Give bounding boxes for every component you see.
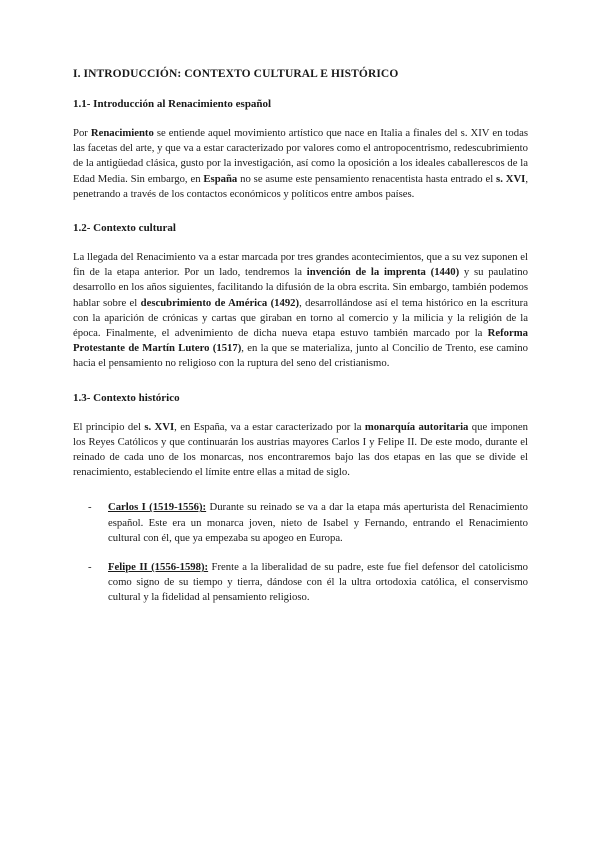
list-item-carlos-i	[73, 500, 528, 546]
text-run: Por	[73, 127, 91, 139]
monarch-term: Felipe II (1556-1598):	[108, 561, 209, 574]
bold-term: s. XVI	[496, 172, 526, 185]
paragraph-renacimiento-intro	[73, 126, 528, 202]
text-run: La llegada del Renacimiento va a estar marcada por tres grandes acontecimientos, que a su vez suponen el fin de la etapa anterior. Por un lado, tendremos la	[73, 251, 528, 279]
dash-bullet: -	[88, 561, 92, 574]
text-run: , en la que se materializa, junto al Concilio de Trento, ese camino hacia el pensamiento no religioso con la ruptura del seno del cristianismo.	[73, 342, 528, 370]
monarch-description: Frente a la liberalidad de su padre, este fue fiel defensor del catolicismo como signo de su tiempo y tierra, dándose con él la ultra ortodoxia católica, el conservismo cultural y la fidelidad al pensamiento religioso.	[108, 561, 529, 604]
monarch-description: Durante su reinado se va a dar la etapa más aperturista del Renacimiento español. Este era un monarca joven, nieto de Isabel y Fernando, entrando el Renacimiento cultural con él, que ya empezaba su apogeo en Europa.	[108, 501, 528, 544]
section-heading-1-2: 1.2- Contexto cultural	[73, 222, 176, 235]
paragraph-contexto-historico	[73, 420, 528, 481]
text-run: , penetrando a través de los contactos económicos y políticos entre ambos países.	[73, 172, 528, 200]
text-run: y su paulatino desarrollo en los años siguientes, facilitando la difusión de la obra escrita. Sin embargo, también podemos hablar sobre el	[73, 266, 528, 309]
monarch-term: Carlos I (1519-1556):	[108, 501, 207, 514]
text-run: que imponen los Reyes Católicos y que continuarán los austrias mayores Carlos I y Felipe II. De este modo, durante el reinado de cada uno de los monarcas, nos encontraremos bajo las dos etapas en las que se divide el renacimiento, estableciendo el límite entre ellas a mitad de siglo.	[73, 420, 528, 479]
document-page	[73, 68, 528, 620]
text-run: se entiende aquel movimiento artístico que nace en Italia a finales del s. XIV en todas las facetas del arte, y que va a estar caracterizado por valores como el antropocentrismo, redescubrimiento de la antigüedad clásica, gusto por la investigación, así como la oposición a los ideales caballerescos de la Edad Media. Sin embargo, en	[73, 127, 528, 185]
bold-term: descubrimiento de América (1492)	[140, 296, 300, 309]
dash-bullet: -	[88, 501, 92, 514]
section-heading-1-1: 1.1- Introducción al Renacimiento español	[73, 98, 272, 110]
bold-term: invención de la imprenta (1440)	[306, 266, 460, 279]
text-run: , en España, va a estar caracterizado por la	[174, 420, 365, 433]
bold-term: Renacimiento	[90, 127, 154, 139]
text-run: , desarrollándose así el tema histórico en la escritura con la aparición de crónicas y cartas que giraban en torno al comercio y la milicia y la religión de la época. Finalmente, el advenimiento de dicha nueva etapa estuvo también marcado por la	[73, 296, 528, 340]
document-title: I. INTRODUCCIÓN: CONTEXTO CULTURAL E HISTÓRICO	[73, 68, 399, 80]
bold-term: Reforma Protestante de Martín Lutero (1517)	[73, 327, 528, 355]
text-run: El principio del	[73, 420, 145, 433]
section-heading-1-3: 1.3- Contexto histórico	[73, 391, 180, 404]
bold-term: monarquía autoritaria	[364, 420, 469, 433]
text-run: no se asume este pensamiento renacentista hasta entrado el	[237, 172, 497, 185]
monarch-list	[73, 500, 528, 605]
list-item-felipe-ii	[73, 560, 528, 606]
paragraph-contexto-cultural	[73, 250, 528, 372]
bold-term: s. XVI	[144, 420, 175, 433]
bold-term: España	[203, 172, 238, 185]
